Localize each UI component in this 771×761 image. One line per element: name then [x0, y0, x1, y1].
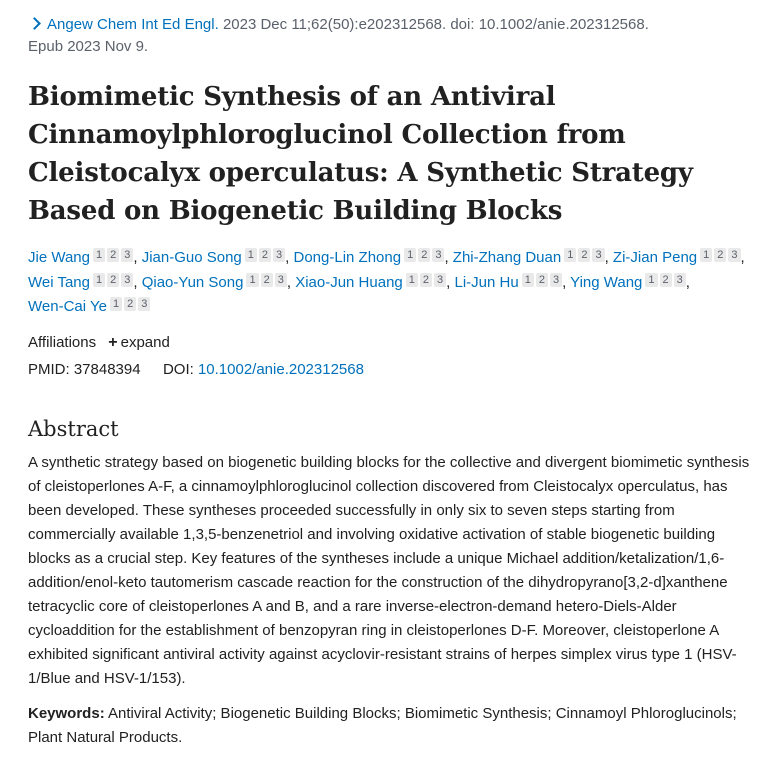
chevron-right-icon: [28, 17, 41, 30]
affiliation-marker[interactable]: 3: [592, 248, 604, 262]
affiliation-marker[interactable]: 3: [121, 248, 133, 262]
author-name-link[interactable]: Ying Wang: [570, 273, 643, 291]
journal-name: Angew Chem Int Ed Engl.: [47, 16, 219, 33]
keywords: [28, 702, 751, 750]
doi-label: DOI:: [162, 360, 194, 378]
affiliations-expand-button[interactable]: [100, 334, 170, 351]
expand-label: expand: [120, 333, 170, 351]
affiliation-marker[interactable]: 2: [420, 273, 432, 287]
pmid-label: PMID:: [28, 360, 70, 378]
author-name-link[interactable]: Dong-Lin Zhong: [293, 249, 402, 266]
affiliation-marker[interactable]: 3: [434, 273, 446, 287]
journal-link[interactable]: [28, 16, 219, 33]
author-name-link[interactable]: Jie Wang: [28, 249, 90, 266]
affiliation-marker[interactable]: 1: [93, 248, 105, 262]
affiliation-marker[interactable]: 1: [564, 248, 576, 262]
affiliations-label: Affiliations: [28, 333, 97, 351]
keywords-text: Antiviral Activity; Biogenetic Building Blocks; Biomimetic Synthesis; Cinnamoyl Phloroglucinols; Plant Natural Products.: [28, 705, 737, 747]
author: [28, 274, 138, 291]
author-name-link[interactable]: Qiao-Yun Song: [141, 273, 244, 291]
affiliation-marker[interactable]: 1: [700, 248, 712, 262]
affiliation-marker[interactable]: 2: [259, 248, 271, 262]
affiliation-marker[interactable]: 2: [578, 248, 590, 262]
plus-icon: +: [108, 333, 118, 351]
affiliation-marker[interactable]: 3: [275, 273, 287, 287]
identifiers: [28, 359, 751, 381]
author: [295, 274, 450, 291]
affiliation-marker[interactable]: 2: [107, 273, 119, 287]
separator: ,: [133, 249, 138, 266]
affiliation-marker[interactable]: 3: [674, 273, 686, 287]
author-name-link[interactable]: Jian-Guo Song: [141, 249, 242, 266]
author: [570, 274, 690, 291]
author: [294, 249, 449, 266]
separator: ,: [444, 249, 449, 266]
affiliation-marker[interactable]: 3: [550, 273, 562, 287]
author-name-link[interactable]: Wen-Cai Ye: [28, 298, 107, 315]
epub-date: Epub 2023 Nov 9.: [28, 38, 149, 55]
author-list: [28, 246, 751, 320]
separator: ,: [562, 273, 567, 291]
author-name-link[interactable]: Zi-Jian Peng: [612, 249, 698, 266]
affiliations-row: [28, 332, 751, 354]
author: [454, 274, 566, 291]
keywords-label: Keywords:: [28, 705, 105, 723]
affiliation-marker[interactable]: 2: [261, 273, 273, 287]
author: [28, 298, 150, 315]
affiliation-marker[interactable]: 3: [273, 248, 285, 262]
separator: ,: [285, 249, 290, 266]
affiliation-marker[interactable]: 3: [121, 273, 133, 287]
pmid-value: 37848394: [73, 360, 141, 378]
affiliation-marker[interactable]: 2: [107, 248, 119, 262]
affiliation-marker[interactable]: 1: [404, 248, 416, 262]
separator: ,: [604, 249, 609, 266]
author: [142, 249, 290, 266]
separator: ,: [740, 249, 745, 266]
affiliation-marker[interactable]: 3: [432, 248, 444, 262]
affiliation-marker[interactable]: 1: [110, 297, 122, 311]
affiliation-marker[interactable]: 2: [660, 273, 672, 287]
affiliation-marker[interactable]: 1: [645, 273, 657, 287]
affiliation-marker[interactable]: 2: [418, 248, 430, 262]
separator: ,: [286, 273, 292, 291]
citation: [28, 14, 751, 58]
article-title: Biomimetic Synthesis of an Antiviral Cinnamoylphloroglucinol Collection from Cleistocalyx operculatus: A Synthetic Strategy Based on Biogenetic Building Blocks: [28, 82, 693, 226]
author-name-link[interactable]: Zhi-Zhang Duan: [452, 249, 562, 266]
author-name-link[interactable]: Li-Jun Hu: [454, 273, 519, 291]
separator: ,: [446, 273, 451, 291]
affiliation-marker[interactable]: 3: [728, 248, 740, 262]
affiliation-marker[interactable]: 1: [245, 248, 257, 262]
affiliation-marker[interactable]: 2: [124, 297, 136, 311]
author: [142, 274, 291, 291]
separator: ,: [133, 273, 138, 291]
separator: ,: [685, 273, 690, 291]
affiliation-marker[interactable]: 1: [522, 273, 534, 287]
author: [28, 249, 138, 266]
abstract-heading: Abstract: [28, 416, 119, 441]
author-name-link[interactable]: Xiao-Jun Huang: [295, 273, 403, 291]
abstract-text: A synthetic strategy based on biogenetic building blocks for the collective and divergent biomimetic synthesis of cleistoperlones A-F, a cinnamoylphloroglucinol collection discovered from Cleistocalyx operculatus, has been developed. These syntheses proceeded successfully in only six to seven steps starting from commercially available 1,3,5-benzenetriol and involving oxidative activation of stable biogenetic building blocks as a crucial step. Key features of the syntheses include a unique Michael addition/ketalization/1,6-addition/enol-keto tautomerism cascade reaction for the construction of the dihydropyrano[3,2-d]xanthene tetracyclic core of cleistoperlones A and B, and a rare inverse-electron-demand hetero-Diels-Alder cycloaddition for the establishment of benzopyran ring in cleistoperlones D-F. Moreover, cleistoperlone A exhibited significant antiviral activity against acyclovir-resistant strains of herpes simplex virus type 1 (HSV-1/Blue and HSV-1/153).: [28, 453, 750, 688]
affiliation-marker[interactable]: 2: [714, 248, 726, 262]
doi-link[interactable]: 10.1002/anie.202312568: [197, 360, 364, 378]
affiliation-marker[interactable]: 1: [246, 273, 258, 287]
affiliation-marker[interactable]: 3: [138, 297, 150, 311]
citation-details: 2023 Dec 11;62(50):e202312568. doi: 10.1002/anie.202312568.: [222, 16, 649, 33]
author: [613, 249, 745, 266]
author-name-link[interactable]: Wei Tang: [28, 273, 90, 291]
affiliation-marker[interactable]: 1: [93, 273, 105, 287]
affiliation-marker[interactable]: 2: [536, 273, 548, 287]
author: [453, 249, 609, 266]
affiliation-marker[interactable]: 1: [406, 273, 418, 287]
